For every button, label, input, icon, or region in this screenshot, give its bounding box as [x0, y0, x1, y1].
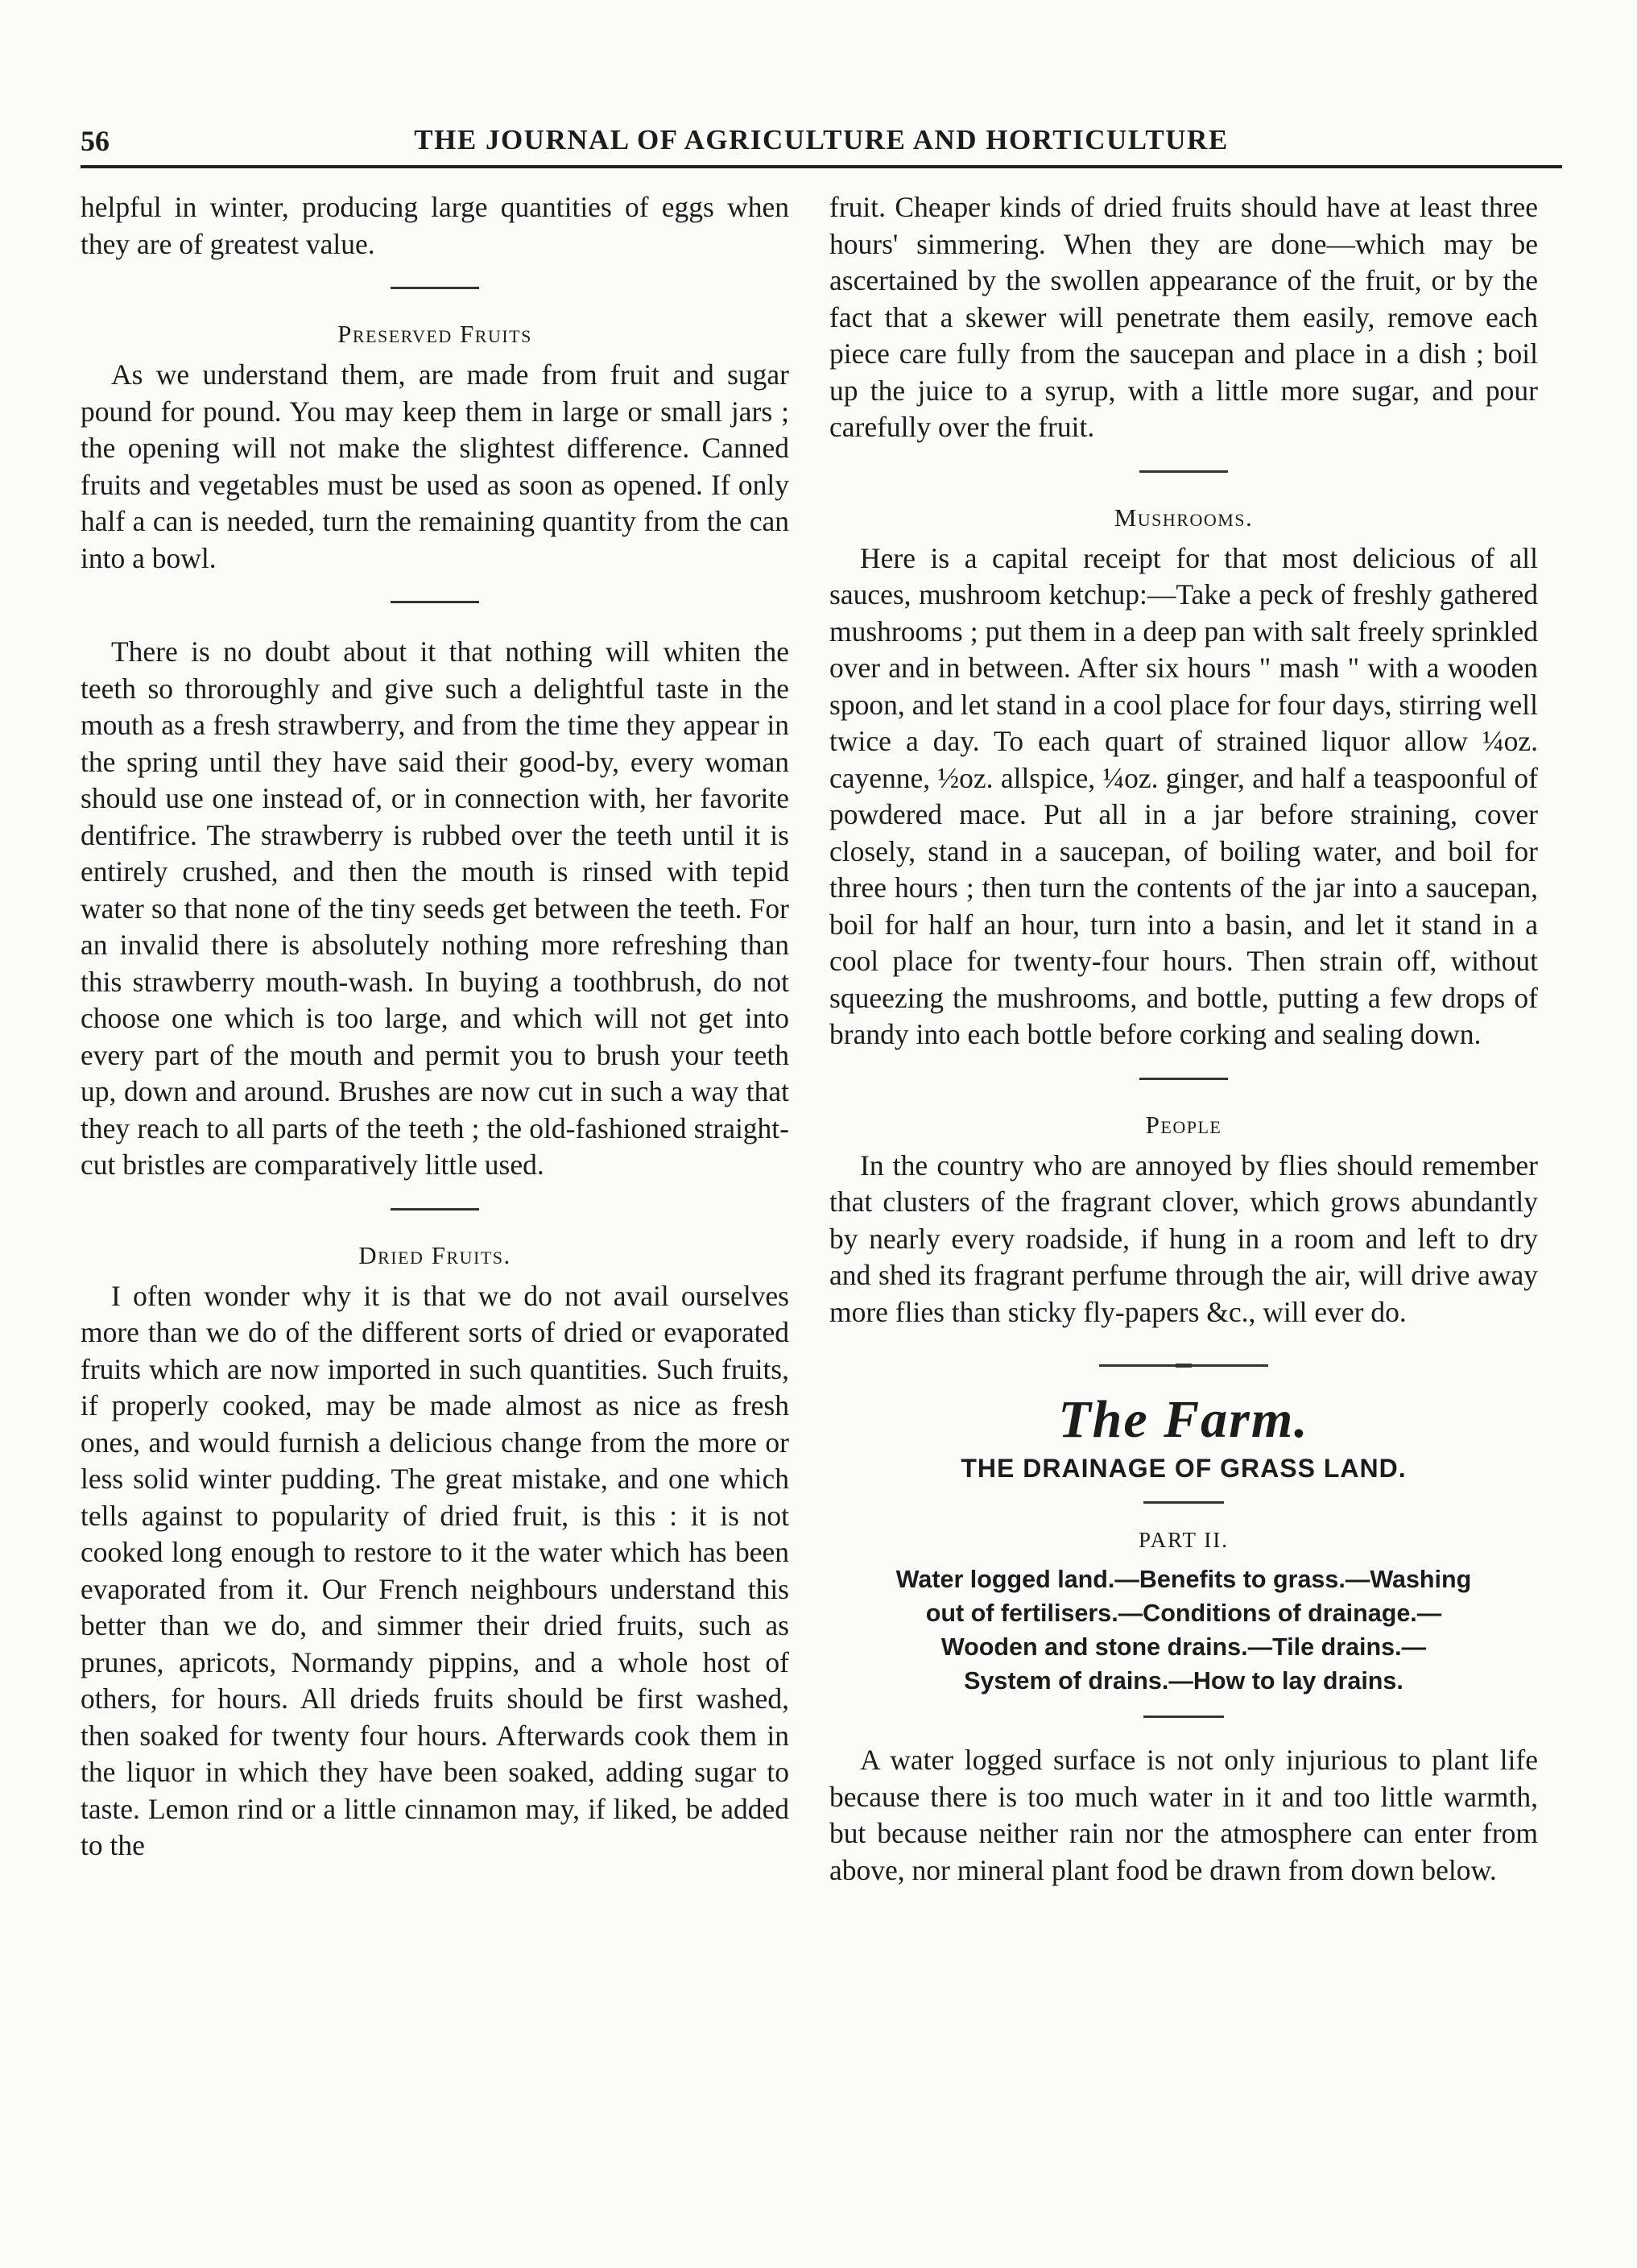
section-divider — [391, 1208, 479, 1211]
page-number: 56 — [81, 125, 110, 157]
article-synopsis — [829, 1562, 1538, 1698]
journal-title: THE JOURNAL OF AGRICULTURE AND HORTICULTURE — [414, 124, 1229, 155]
left-column — [81, 189, 789, 1864]
synopsis-line: Wooden and stone drains.—Tile drains.— — [940, 1633, 1427, 1661]
preserved-fruits-heading: Preserved Fruits — [337, 320, 532, 348]
running-head — [81, 121, 1562, 161]
header-rule — [81, 165, 1562, 168]
dried-fruits-continued: fruit. Cheaper kinds of dried fruits should have at least three hours' simmering. When they are done—which may be ascertained by the swollen appearance of the fruit, or by the fact that a skewer will penetrate them easily, remove each piece care fully from the saucepan and place in a dish ; boil up the juice to a syrup, with a little more sugar, and pour carefully over the fruit. — [829, 191, 1538, 443]
people-heading: People — [1145, 1110, 1222, 1139]
dried-fruits-heading: Dried Fruits. — [358, 1240, 511, 1269]
right-column — [829, 189, 1538, 1889]
mushrooms-body: Here is a capital receipt for that most delicious of all sauces, mushroom ketchup:—Take a peck of freshly gathered mushrooms ; put them in a deep pan with salt freely sprinkled over and in between. After six hours " mash " with a wooden spoon, and let stand in a cool place for four days, stirring well twice a day. To each quart of strained liquor allow ¼oz. cayenne, ½oz. allspice, ¼oz. ginger, and half a teaspoonful of powdered mace. Put all in a jar before straining, cover closely, stand in a saucepan, of boiling water, and boil for three hours ; then turn the contents of the jar into a saucepan, boil for half an hour, turn into a basin, and let it stand in a cool place for twenty-four hours. Then strain off, without squeezing the mushrooms, and bottle, putting a few drops of brandy into each bottle before corking and sealing down. — [829, 541, 1538, 1050]
mushrooms-heading: Mushrooms. — [1114, 503, 1254, 532]
section-divider — [391, 287, 479, 289]
article-title: THE DRAINAGE OF GRASS LAND. — [961, 1454, 1407, 1483]
intro-paragraph: helpful in winter, producing large quantities of eggs when they are of greatest value. — [81, 191, 789, 260]
section-divider — [1143, 1715, 1224, 1718]
people-body: In the country who are annoyed by flies should remember that clusters of the fragrant clover, which grows abundantly by nearly every roadside, if hung in a room and left to dry and shed its fragrant perfume through the air, will drive away more flies than sticky fly-papers &c., will ever do. — [829, 1148, 1538, 1328]
strawberry-paragraph: There is no doubt about it that nothing will whiten the teeth so throroughly and give such a delightful taste in the mouth as a fresh strawberry, and from the time they appear in the spring until they have said their good-by, every woman should use one instead of, or in connection with, her favorite dentifrice. The strawberry is rubbed over the teeth until it is entirely crushed, and then the mouth is rinsed with tepid water so that none of the tiny seeds get between the teeth. For an invalid there is absolutely nothing more refreshing than this strawberry mouth-wash. In buying a toothbrush, do not choose one which is too large, and which will not get into every part of the mouth and permit you to brush your teeth up, down and around. Brushes are now cut in such a way that they reach to all parts of the teeth ; the old-fashioned straight-cut bristles are comparatively little used. — [81, 635, 789, 1181]
section-divider — [1139, 1078, 1228, 1080]
ornamental-divider — [1099, 1364, 1268, 1367]
section-divider — [1139, 470, 1228, 473]
dried-fruits-body: I often wonder why it is that we do not avail ourselves more than we do of the different sorts of dried or evaporated fruits which are now imported in such quantities. Such fruits, if properly cooked, may be made almost as nice as fresh ones, and would furnish a delicious change from the more or less solid winter pudding. The great mistake, and one which tells against to popularity of dried fruit, is this : it is not cooked long enough to restore to it the water which has been evaporated from it. Our French neighbours understand this better than we do, and simmer their dried fruits, such as prunes, apricots, Normandy pippins, and a whole host of others, for hours. All drieds fruits should be first washed, then soaked for twenty four hours. Afterwards cook them in the liquor in which they have been soaked, adding sugar to taste. Lemon rind or a little cinnamon may, if liked, be added to the — [81, 1279, 789, 1861]
synopsis-line: System of drains.—How to lay drains. — [964, 1667, 1403, 1695]
part-label: PART II. — [1139, 1528, 1229, 1552]
section-divider — [1143, 1501, 1224, 1504]
drainage-body: A water logged surface is not only injurious to plant life because there is too much water in it and too little warmth, but because neither rain nor the atmosphere can enter from above, nor mineral plant food be drawn from down below. — [829, 1744, 1538, 1886]
section-divider — [391, 601, 479, 603]
synopsis-line: Water logged land.—Benefits to grass.—Washing — [895, 1566, 1472, 1593]
preserved-fruits-body: As we understand them, are made from fruit and sugar pound for pound. You may keep them in large or small jars ; the opening will not make the slightest difference. Canned fruits and vegetables must be used as soon as opened. If only half a can is needed, turn the remaining quantity from the can into a bowl. — [81, 358, 789, 574]
synopsis-line: out of fertilisers.—Conditions of drainage.— — [925, 1600, 1442, 1627]
farm-section-title: The Farm. — [1058, 1390, 1309, 1449]
